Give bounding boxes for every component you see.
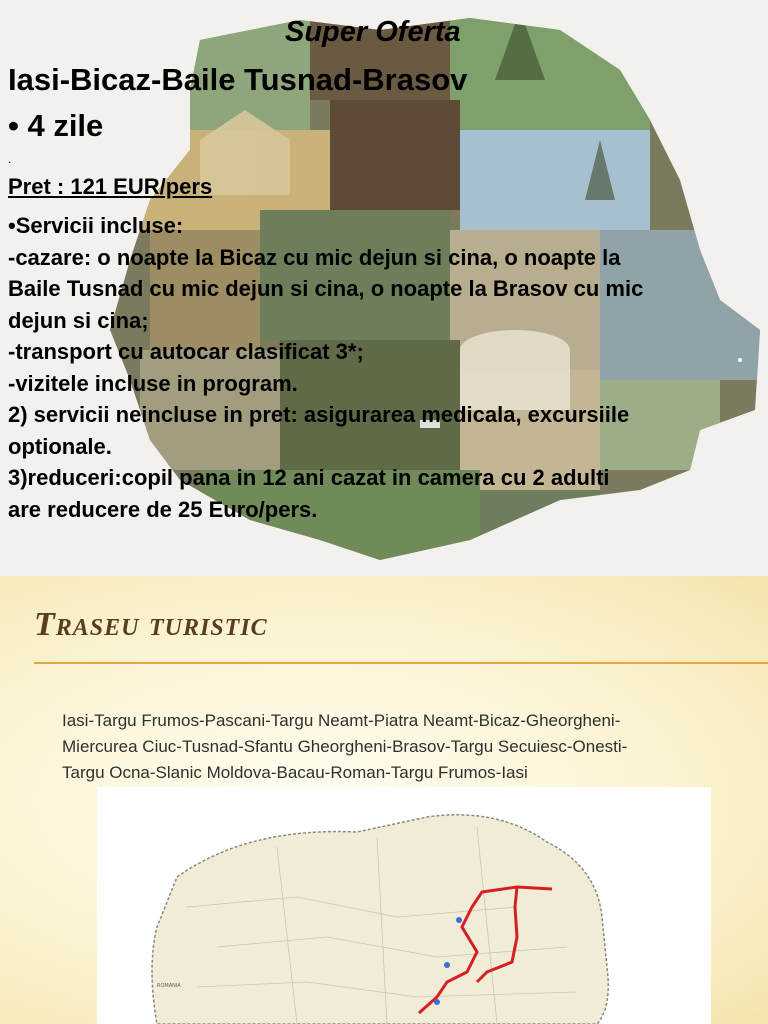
route-slide [0, 576, 768, 1024]
price: Pret : 121 EUR/pers [8, 174, 213, 199]
detail-line: are reducere de 25 Euro/pers. [8, 496, 318, 522]
route-description [62, 708, 762, 786]
detail-line: -transport cu autocar clasificat 3*; [8, 339, 364, 364]
detail-line: Baile Tusnad cu mic dejun si cina, o noapte la Brasov cu mic [8, 276, 644, 301]
route-line: Iasi-Targu Frumos-Pascani-Targu Neamt-Piatra Neamt-Bicaz-Gheorgheni- [62, 711, 621, 730]
offer-title: Super Oferta [285, 16, 461, 48]
detail-line: optionale. [8, 433, 112, 459]
route-slide-title: Traseu turistic [34, 606, 268, 643]
detail-line: -vizitele incluse in program. [8, 370, 298, 396]
romania-road-map [97, 787, 711, 1024]
route-heading: Iasi-Bicaz-Baile Tusnad-Brasov [8, 62, 468, 97]
detail-line: 3)reduceri:copil pana in 12 ani cazat in camera cu 2 adulti [8, 465, 610, 490]
detail-line: dejun si cina; [8, 307, 149, 333]
offer-details [8, 210, 758, 525]
detail-line: -cazare: o noapte la Bicaz cu mic dejun si cina, o noapte la [8, 244, 621, 270]
route-line: Miercurea Ciuc-Tusnad-Sfantu Gheorgheni-Brasov-Targu Secuiesc-Onesti- [62, 737, 628, 756]
duration: • 4 zile [8, 108, 104, 143]
svg-text:ROMANIA: ROMANIA [157, 983, 181, 989]
detail-line: 2) servicii neincluse in pret: asigurarea medicala, excursiile [8, 402, 630, 427]
services-heading: •Servicii incluse: [8, 213, 184, 238]
title-divider [34, 662, 768, 664]
stray-dot: . [8, 152, 12, 166]
route-map [97, 787, 711, 1024]
route-line: Targu Ocna-Slanic Moldova-Bacau-Roman-Targu Frumos-Iasi [62, 763, 528, 782]
